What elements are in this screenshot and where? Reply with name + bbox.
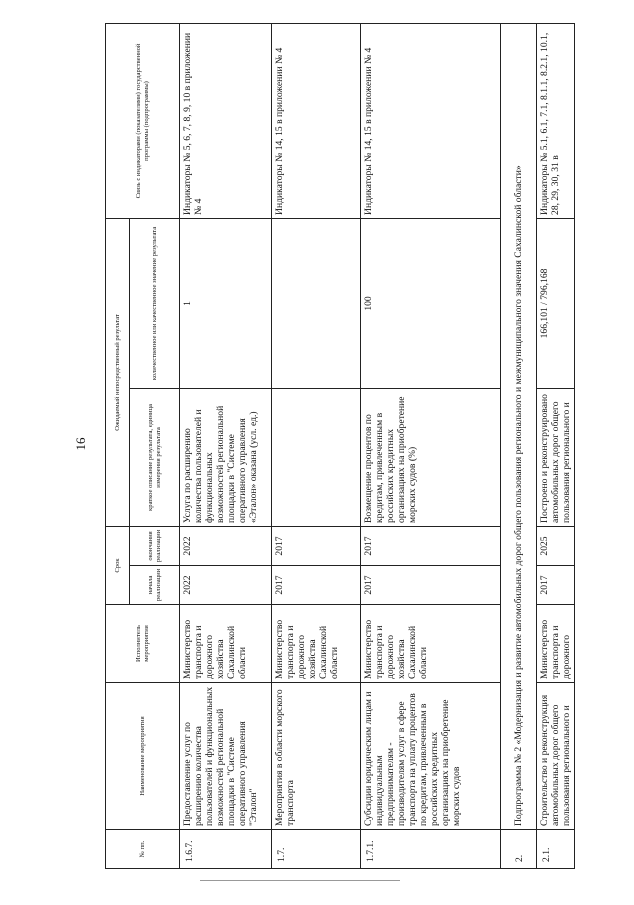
row-link: Индикаторы № 5.1, 6.1, 7.1, 8.1.1, 8.2.1, 10.1, 28, 29, 30, 31 в (537, 23, 575, 218)
header-term-end: окончания реализации (130, 526, 180, 565)
header-num: № пп. (106, 830, 180, 869)
row-value (272, 218, 361, 388)
row-desc: Возмещение процентов по кредитам, привлеченным в российских кредитных организациях на приобретение морских судов (%) (361, 388, 501, 526)
row-start: 2017 (361, 566, 501, 605)
row-end: 2017 (272, 526, 361, 565)
row-link: Индикаторы № 14, 15 в приложении № 4 (361, 23, 501, 218)
row-end: 2025 (537, 526, 575, 565)
row-link: Индикаторы № 14, 15 в приложении № 4 (272, 23, 361, 218)
table-row (361, 23, 501, 868)
row-executor: Министерство транспорта и дорожного хозяйства Сахалинской области (180, 605, 272, 683)
table-row (272, 23, 361, 868)
row-executor: Министерство транспорта и дорожного хозяйства Сахалинской области (272, 605, 361, 683)
row-link: Индикаторы № 5, 6, 7, 8, 9, 10 в приложении № 4 (180, 23, 272, 218)
header-link: Связь с индикаторами (показателями) государственной программы (подпрограммы) (106, 23, 180, 218)
row-desc: Услуга по расширению количества пользователей и функциональных возможностей региональной площадки в "Системе оперативного управления «Эталон» оказана (усл. ед.) (180, 388, 272, 526)
document-sheet (105, 24, 572, 869)
table-row (537, 23, 575, 868)
row-end: 2017 (361, 526, 501, 565)
row-start: 2017 (537, 566, 575, 605)
header-executor: Исполнитель мероприятия (106, 605, 180, 683)
row-start: 2022 (180, 566, 272, 605)
header-row-1 (106, 23, 130, 868)
row-num: 2.1. (537, 830, 575, 869)
row-num: 1.7. (272, 830, 361, 869)
section-title: Подпрограмма № 2 «Модернизация и развитие автомобильных дорог общего пользования регионального и межмуниципального значения Сахалинской области» (501, 23, 537, 829)
header-term-start: начала реализации (130, 566, 180, 605)
section-row (501, 23, 537, 868)
row-executor: Министерство транспорта и дорожного хозяйства Сахалинской области (361, 605, 501, 683)
row-num: 1.6.7. (180, 830, 272, 869)
row-start: 2017 (272, 566, 361, 605)
scan-mark (200, 880, 400, 881)
row-value: 1 (180, 218, 272, 388)
header-term: Срок (106, 526, 130, 604)
row-num: 1.7.1. (361, 830, 501, 869)
header-result-value: количественное или качественное значение результата (130, 218, 180, 388)
row-end: 2022 (180, 526, 272, 565)
header-name: Наименование мероприятия (106, 683, 180, 830)
row-name: Строительство и реконструкция автомобильных дорог общего пользования регионального и (537, 683, 575, 830)
header-result-desc: краткое описание результата, единица измерения результата (130, 388, 180, 526)
program-activities-table (105, 23, 575, 869)
row-name: Субсидии юридическим лицам и индивидуальным предпринимателям - производителям услуг в сфере транспорта на уплату процентов по кредитам, привлеченным в российских кредитных организациях на приобретение морских судов (361, 683, 501, 830)
header-result: Ожидаемый непосредственный результат (106, 218, 130, 526)
row-desc (272, 388, 361, 526)
table-row (180, 23, 272, 868)
row-value: 166,101 / 796,168 (537, 218, 575, 388)
page-number: 16 (73, 437, 88, 451)
row-executor: Министерство транспорта и дорожного (537, 605, 575, 683)
row-name: Предоставление услуг по расширению количества пользователей и функциональных возможностей региональной площадки в "Системе оперативного управления "Эталон" (180, 683, 272, 830)
row-value: 100 (361, 218, 501, 388)
section-num: 2. (501, 830, 537, 869)
row-name: Мероприятия в области морского транспорта (272, 683, 361, 830)
program-table-rotated (105, 24, 572, 869)
row-desc: Построено и реконструировано автомобильных дорог общего пользования регионального и (537, 388, 575, 526)
